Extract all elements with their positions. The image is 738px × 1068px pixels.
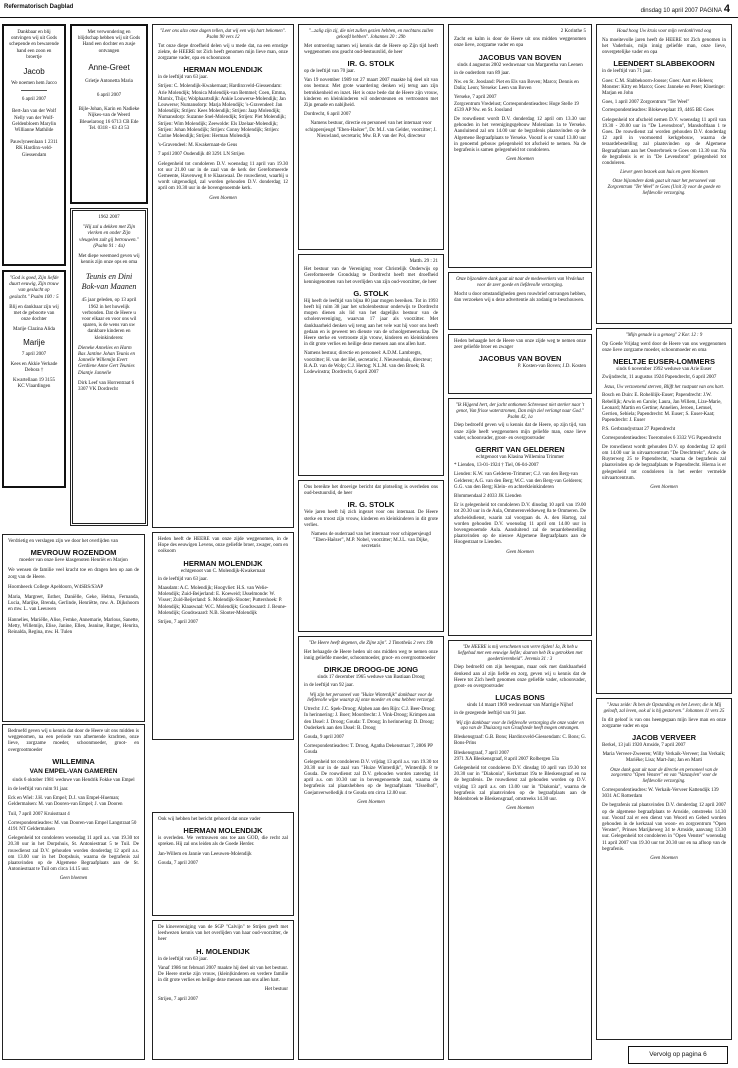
family-names: Bijle-Johan, Karin en Nadieke Nijkes-van de Weerd Bleuelaroog 16 6713 CB Ede Tel. 0318 - 63 43 53 [78, 107, 140, 131]
notice-intro: Blij en dankbaar zijn wij met de geboorte van onze dochter [9, 304, 59, 323]
correspondence-address: Correspondentieadres: M. van Dooren-van Empel Langstraat 50 4191 NT Geldermalsen [8, 820, 137, 833]
notice-footer: Geen bloemen [59, 876, 88, 882]
birth-date: 7 april 2007 [21, 351, 47, 357]
couple-address: Dirk Leef van Horrentraat 6 3307 VK Dordrecht [78, 380, 135, 393]
notice-slabbekoorn [596, 24, 732, 324]
notice-footer: Geen bloemen [357, 799, 385, 805]
family-list: Lienden: K.W. van Gelderen-Trimmer; C.J. van den Berg-van Gelderen; A.G. van den Berg; W.C. van den Berg-van Gelderen; G.G. van den Berg; Klein- en achterkleinkinderen [454, 472, 583, 490]
family-address: P.S. Gerbrandystraat 27 Papendrecht [602, 427, 676, 433]
family-list: Maasdam: A.C. Molendijk; Hoogvliet: H.S. van Welie-Molendijk; Zuid-Beijerland: E. Koeweid; IJsselmonde: W. Visser; Zuid-Beijerland: S. Molendijk-Slooter; Puttershoek: P. Molendijk; Klaaswaal: W.C. Molendijk; Goudswaard: J. Beune-Molendijk; Goudswaard: N.B. Slooter-Molendijk [158, 586, 287, 616]
deceased-name: LEENDERT SLABBEKOORN [613, 59, 715, 69]
deceased-age: in de leeftijd van ruim 91 jaar. [8, 787, 69, 793]
thanks-note: Wij zijn het personeel van "Huize Winterdijk" dankbaar voor de liefdevolle wijze waarop zij onze moeder en oma hebben verzorgd. [307, 692, 435, 704]
notice-quote: "De HEERE is mij verschenen van verre tijden! Ja, Ik heb u liefgehad met een eeuwige liefde; daarom heb Ik u getrokken met goedertierenheid". Jeremia 31 : 3 [457, 645, 583, 662]
anniversary-years: 1962 2007 [98, 215, 120, 220]
deceased-name: JACOB VERVEER [631, 733, 697, 742]
notice-intro: Verdrietig en verslagen zijn we door het overlijden van [8, 539, 118, 544]
deceased-age: in de leeftijd van 92 jaar. [304, 683, 354, 689]
deceased-name: JACOBUS VAN BOVEN [478, 52, 562, 62]
thanks-note: Onze dank gaat uit naar de directie en personeel van de zorgcentra "Open Venster" en van "Vanzaylen" voor de liefdevolle verzorging. [610, 767, 718, 785]
notice-quote: "Mijn genade is u genoeg" 2 Kor. 12 : 9 [625, 333, 703, 338]
place-date: Gouda, 9 april 2007 [304, 735, 344, 741]
service-details: Gelegenheid tot condoleren D.V. dinsdag 10 april van 19.30 tot 20.30 uur in "Diakonia", Kerkstraat 19a te Bleskensgraaf en na de begrafenis. De rouwdienst zal gehouden worden op D.V. vrijdag 13 april a.s. om 13.00 uur in "Diakonia", waarna de begrafenis zal plaatsvinden op de begraafplaats aan de Molenbroek te Bleskensgraaf, omstreeks 14.30 uur. [454, 766, 586, 803]
family-names: Bert-Jan van der Wolf Nelly van der Wolf-Geldenbloem Marylin Willianne Mathilde [11, 109, 57, 134]
deceased-name: WILLEMINA [52, 756, 95, 766]
family-list: Goes: C.M. Slabbekoorn-Joosse; Goes: Aart en Heleen; Monster: Kitty en Marco; Goes: Janneke en Peter; Kloetinge: Marjan en John [602, 78, 725, 97]
deceased-sub: moeder van onze lieve klasgenoten Henriët en Marjon [19, 558, 128, 564]
notice-text: Van 19 november 1989 tot 27 maart 2007 maakte hij deel uit van ons bestuur. Met grote waardering denken wij terug aan zijn betrokkenheid en inzet. Het is onze bede dat de Heere zijn vrouw, kinderen en kleinkinderen wil ondersteunen en vertroosten met Zijn genade en nabijheid. [304, 78, 438, 109]
birth-death-dates: Zwijndrecht, 11 augustus 1924 Papendrecht, 6 april 2007 [602, 375, 717, 381]
service-details: Gelegenheid tot condoleren woensdag 11 april a.s. van 19.30 tot 20.30 uur in het Dorpshuis, St. Antoniestraat 5 te Tuil. De rouwdienst zal D.V. gehouden worden donderdag 12 april a.s. om 13.00 uur in het Dorpshuis, waarna de begrafenis zal plaatsvinden op de Algemene Begraafplaats aan de St. Antoniestraat te Tuil om circa 14.15 uur. [8, 836, 139, 873]
place-date: Bleskensgraaf, 7 april 2007 [454, 750, 509, 756]
deceased-age: in de ouderdom van 89 jaar. [454, 70, 510, 76]
notice-text: Vanaf 1986 tot februari 2007 maakte hij deel uit van het bestuur. De Heere sterke zijn vrouw, (klein)kinderen en verdere familie in dit grote verlies en heilige deze mensen aan ons allen hart. [158, 965, 288, 984]
notice-ref: 2 Korinthe 5 [560, 29, 586, 34]
notice-molendijk-family [152, 24, 294, 528]
deceased-age: in de leeftijd van 71 jaar. [602, 69, 652, 75]
thanks-note: Onze bijzondere dank gaat uit naar het personeel van Zorgcentrum "Ter Weel" te Goes (Unit 3) voor de goede en liefdevolle verzorging. [607, 179, 721, 196]
page-header [0, 0, 738, 20]
notice-intro: De kinevereniging van de SGP "Calvijn" te Strijen geeft met leedwezen kennis van het overlijden van haar oud-voorzitter, de heer [158, 925, 288, 943]
notice-intro: Heden behaagde het de Heere van onze zijde weg te nemen onze zeer geliefde broer en zwager [454, 339, 586, 351]
child-name: Marije [23, 337, 45, 347]
notice-lucas-bons [448, 640, 592, 1060]
deceased-sub: echtgenoot van Klasina Willemina Trimmer [476, 455, 564, 460]
notice-stolk-internaat [298, 24, 444, 250]
notice-intro: Op Goede Vrijdag werd door de Heere van ons weggenomen onze lieve zorgzame moeder, schoonmoeder en oma [602, 341, 726, 353]
deceased-name: GERRIT VAN GELDEREN [475, 445, 565, 454]
service-details: De begrafenis zal plaatsvinden D.V. donderdag 12 april 2007 op de algemene begraafplaats te Arnside, omstreeks 14.30 uur. Vooraf zal er een dienst van Woord en Gebed worden gehouden in de kerkzaal van woon- en zorgcentrum "Open Venster", Prinses Marijkeweg 34 te Arnside, aanvang 13.30 uur. Gelegenheid tot condoleren in "Open Venster" woensdag 11 april 2007 van 19.30 uur tot 20.30 uur en na afloop van de begrafenis. [602, 803, 726, 852]
place-date: Dordrecht, 6 april 2007 [304, 112, 351, 118]
notice-quote: "Hij zal u dekken met Zijn vlerken en onder Zijn vleugelen zult gij betrouwen." (Psalm 91 : 4a) [79, 225, 139, 249]
deceased-name: MEVROUW ROZENDOM [30, 548, 117, 558]
notice-van-boven-thanks [448, 272, 592, 330]
family-list: Strijen: C. Molendijk-Kwakernaat; Hardinxveld-Giessendam: Arie Molendijk; Monica Molendijk-van Bemmel; Coen, Emma, Marnix, Thijs; Wolphaartsdijk: Ankie Louwerse-Molendijk; Jan Louwerse; Numansdorp: Marja Molendijk; 's-Gravendeel: Jan Molendijk; Strijen: Kees Molendijk; Strijen: Jaap Molendijk; Numansdorp: Suzanne Snel-Molendijk; Strijen: Piet Molendijk; Strijen: Wim Molendijk; Zeewolde: Els IJzelaar-Molendijk; Strijen: Johan Molendijk; Strijen: Conny Molendijk; Strijen: Carine Molendijk; Strijen: Herman Molendijk [158, 84, 287, 140]
notice-text: We wensen de familie veel kracht toe en dragen hen op aan de zorg van de Heere. [8, 568, 139, 580]
birth-notice-marije [2, 270, 66, 488]
notice-quote: "De Heere heeft degenen, die Zijne zijn". 2 Timotheüs 2 vers 19b [308, 641, 434, 646]
place-date: Tuil, 7 april 2007 Kruisstraat 4 [8, 811, 70, 817]
notice-intro: Met ontroering namen wij kennis dat de Heere op Zijn tijd heeft weggenomen ons geacht oud-bestuurslid, de heer [304, 43, 438, 55]
notice-intro: Dankbaar en blij ontvingen wij uit Gods schepende en bewarende hand een zoon en broertje [9, 30, 59, 60]
birth-date: 6 april 2007 [96, 93, 122, 99]
deceased-sub: sinds 6 oktober 1981 weduwe van Hendrik Fokke van Empel [12, 777, 135, 783]
page-label: PAGINA [699, 8, 722, 14]
birth-notice-annegreet [70, 24, 148, 204]
notice-willemina [2, 724, 145, 1060]
signatories: Het bestuur [264, 987, 288, 993]
notice-quote: "God is goed, Zijn liefde duurt eeuwig, Zijn trouw van geslacht op geslacht." Psalm 100 : 5 [9, 276, 59, 300]
notice-intro: Ook wij hebben het bericht gehoord dat onze vader [158, 817, 261, 822]
correspondence-address: Correspondentieadres: Toeromoles 6 3332 VG Papendrecht [602, 435, 722, 441]
signatories: Namens de ouderraad van het internaat voor schippersjeugd "Eben-Haëzer", M.P. Nobel, voorzitter; M.J.L. van Dijke, secretaris [311, 532, 431, 550]
family-address: 2971 XA Bleskensgraaf, 8 april 2007 Rolbergen 53a [454, 756, 559, 762]
deceased-name: DIRKJE DROOG-DE JONG [323, 665, 419, 675]
service-details: De rouwdienst wordt gehouden D.V. op donderdag 12 april om 14.00 uur in uitvaartcentrum "De Drechttrekt", Antw. de Ruyterweg 25 te Papendrecht, waarna de begrafenis zal plaatsvinden op de begraafplaats te Papendrecht. Hierna is er gelegenheid tot condoleren in het eerder vermelde uitvaartcentrum. [602, 444, 726, 481]
service-details: De rouwdienst wordt D.V. donderdag 12 april om 13.30 uur gehouden in het verenigingsgebouw Molenlaan 1a te Yerseke. Aansluitend zal om 14.00 uur de begrafenis plaatsvinden op de Algemene Begraafplaats te Yerseke. Vooraf is er vanaf 13.00 uur in genoemd gebouw gelegenheid tot afscheid te nemen. Na de begrafenis is samen gelegenheid tot condoleren. [454, 117, 586, 154]
deceased-name: HERMAN MOLENDIJK [183, 826, 263, 836]
deceased-age: in de leeftijd van 63 jaar. [158, 576, 208, 582]
thanks-note: Onze bijzondere dank gaat uit naar de medewerkers van Vredeluut voor de zeer goede en liefdevolle verzorging. [456, 277, 584, 288]
deceased-name: IR. G. STOLK [347, 500, 395, 510]
header-rule [0, 17, 738, 18]
notice-intro: Na moeitevolle jaren heeft de HEERE tot Zich genomen in het Vaderhuis, mijn innig geliefde man, onze lieve, onvergetelijke vader en opa [602, 37, 726, 56]
notice-quote: "Jezus zeide: Ik ben de Opstanding en het Leven; die in Mij gelooft, zal leven, ook al is hij gestorven." Johannes 11 vers 25 [603, 703, 725, 714]
notice-quote: "Leer ons alzo onze dagen tellen, dat wij een wijs hart bekomen". Psalm 90 vers 12 [160, 29, 286, 40]
parents: Kees en Akkie Verkade Debora † [10, 361, 58, 374]
notice-molendijk-siblings [152, 532, 294, 740]
notice-text: Hij heeft de leeftijd van bijna 80 jaar mogen bereiken. Tot in 1993 heeft hij ruim 38 jaar het scholenbestuur onderwijs te Dordrecht mogen dienen als lid van het dagelijks bestuur van de scholenvereniging, waarvan 17 jaar als voorzitter. Met dankbaarheid denken wij terug aan het vele wat hij voor ons heeft gedaan en is geweest ten dienste van de schoolgemeenschap. De Heere sterke en vertrooste zijn vrouw, kinderen en kleinkinderen in dit grote verlies en heilige deze mensen aan ons allen hart. [304, 298, 438, 348]
issue-date: dinsdag 10 april 2007 [640, 8, 698, 14]
signatories-1: Maria, Margreet, Esther, Daniëlle, Geke, Helma, Fernanda, Lucia, Marijke, Brenda, Gerlinde, Henriëtte, mw. A. Dijkshoorn en mw. L. van Leeuwen [8, 595, 139, 613]
notice-intro: Tot onze diepe droefheid delen wij u mede dat, na een ernstige ziekte, de HEERE tot Zich heeft genomen mijn lieve man, onze zorgzame vader, opa en schoonzoon [158, 43, 288, 61]
deceased-name: IR. G. STOLK [347, 59, 395, 68]
signatories: P. Kosten-van Boven; J.D. Kosten [517, 364, 586, 370]
place-date: Yerseke, 7 april 2007 [454, 95, 497, 101]
notice-footer: Geen bloemen [209, 195, 237, 201]
signatories: Namens bestuur, directie en personeel: A.D.M. Lambregts, voorzitter; H. van der Hel, secretaris; J. Nieuwenhuis, directeur; B.A.D. van de Wolp; C.J. Hertog; N.L.M. van den Broek; B. Lodewinstra; Dordrecht, 6 april 2007 [304, 351, 433, 376]
deceased-name: JACOBUS VAN BOVEN [478, 354, 562, 364]
deceased-sub: echtgenoot van C. Molendijk-Kwakernaat [180, 568, 266, 574]
notice-footer: Geen bloemen [506, 806, 534, 812]
children-list: Dieneke Annelies en Harm Bas Jantine Johan Teunis en Jannelie Willemijn Evert Gerdiene Anne Gert Teunies Diantje Jannelie [78, 345, 136, 376]
family-address: Blommendaal 2 4033 JK Lienden [454, 494, 522, 500]
named-line: We noemen hem Jacco [11, 81, 57, 87]
family-address: Kwartellaan 19 3155 KC Vlaardingen [13, 378, 55, 390]
notice-intro: Diep bedroefd om zijn heengaan, maar ook met dankbaarheid denkend aan al zijn liefde en zorg, geven wij u kennis dat de Heere tot Zich heeft genomen onze geliefde vader, schoonvader, groot- en overgrootvader [454, 665, 586, 689]
deceased-age: in de leeftijd van 63 jaar. [158, 75, 208, 81]
notice-intro: Ons bereikte het droevige bericht dat plotseling is overleden ons oud-bestuurslid, de heer [304, 485, 438, 497]
service-details: Gelegenheid tot afscheid nemen D.V. woensdag 11 april van 19.30 - 20.00 uur in "De Levensbron", Manshoftlaan 1 te Goes. De rouwdienst zal worden gehouden D.V. donderdag 12 april in voornoemd kerkgebouw, waarna de teraardebestelling zal plaatsvinden op de Algemene Begraafplaats aan het Oosterbroek te Goes om 13.30 uur. Na de begrafenis is er in "De Levensbron" gelegenheid tot condoleren. [602, 117, 726, 167]
deceased-age: op de leeftijd van 70 jaar. [304, 69, 355, 74]
service-details: Er is gelegenheid tot condoleren D.V. dinsdag 10 april van 19.00 tot 20.30 uur in de Aula, Ommerenveldseweg 8a te Ommeren. De afscheidsdienst, waarin zal voorgaan ds. A. den Hartog, zal worden gehouden D.V. woensdag 11 april om 14.00 uur in bovengenoemde Aula. Aansluitend zal de teraardebestelling plaatsvinden op de nieuwe Algemene Begraafplaats aan de Hoogestraat te Lienden. [454, 503, 586, 546]
signatories-2: Hannelies, Mariëlle, Alise, Femke, Annemarie, Marlous, Sanette, Metty, Willemijn, Elise, Janine, Ellen, Jeanine, Rutger, Henrita, Reinalda, Regina, mw. H. Tulen [8, 617, 139, 636]
child-fullname: Marije Clazina Alida [13, 327, 55, 333]
deceased-age: in de leeftijd van 63 jaar. [158, 956, 208, 962]
correspondence-address: Zorgcentrum Vredelust; Correspondentieadres: Hoge Stelle 19 4539 AP Nw. en St. Joosland [454, 101, 579, 113]
family-list: Bosch en Duin: E. Rohelilijk-Euser; Papendrecht: J.W. Rebellijk; Arwin en Carole; Laura, Jan Willem, Lize-Marie, Leonard; Martin en Gertine; Annelien, Jeroen, Lemuel, Gerrien, Sebiela; Papendrecht: M. Euser; S. Euser-Kaat; Papendrecht: J. Euser [602, 393, 722, 424]
family-list: Bleskensgraaf: G.B. Bons; Hardinxveld-Giessendam: C. Bons; G. Bons-Prins [454, 735, 586, 747]
deceased-name: HERMAN MOLENDIJK [183, 65, 263, 75]
notice-quote: "Ik Hijgend hert, der jacht ontkomen Schreeuwt niet sterker naar 't genot, Van frisse waterstromen, Dan mijn ziel verlangt naar God." Psalm 42, 1a [455, 403, 585, 420]
signatories: Namens bestuur, directie en personeel van het internaat voor schippersjeugd "Eben-Haëzer", Dr. M.J. van Gelder, voorzitter; J. Nieuwland, secretaris; Mw. B.P. van der Pol, directeur [305, 121, 437, 139]
notice-intro: Het behaagde de Heere heden uit ons midden weg te nemen onze innig geliefde moeder, schoonmoeder, groot- en overgrootmoeder [304, 649, 438, 661]
notice-intro: Het bestuur van de Vereniging voor Christelijk Onderwijs op Gereformeerde Grondslag te Dordrecht heeft met droefheid kennisgenomen van het overlijden van zijn oud-voorzitter, de heer [304, 267, 438, 285]
place-date: Strijen, 7 april 2007 [158, 996, 198, 1002]
family-address: Pauwlyneenlaan 1 2311 RK Hardinx-veld-Giessendam [10, 140, 58, 158]
notice-footer: Geen bloemen [506, 157, 534, 163]
notice-text: is overleden. We vertrouwen ons toe aan GOD, die recht zal spreken. Hij zal ons leiden als de Goede Herder. [158, 836, 288, 848]
publication-name: Refermatorisch Dagblad [4, 4, 74, 10]
birth-notice-jacob [2, 24, 66, 266]
notice-quote: Houd hoog Uw kruis voor mijn verdonk'rend oog [616, 29, 712, 34]
couple-name: Teunis en Dini Bok-van Maanen [81, 272, 137, 292]
place-date: Goes, 1 april 2007 Zorgcentrum "Ter Weel" [602, 100, 690, 106]
service-details: Gelegenheid tot condoleren D.V. vrijdag 13 april a.s. van 19.30 tot 20.30 uur in de zaal van "Huize Winterdijk", Winterdijk 8 te Gouda. De rouwdienst zal D.V. gehouden worden zaterdag 14 april a.s. om 10.30 uur in bovengenoemde zaal, waarna de begrafenis zal plaatshebben op de begraafplaats "IJsselhof", Goejanverwelledijk 4 te Gouda om circa 12.00 uur. [304, 759, 438, 796]
deceased-name: H. MOLENDIJK [196, 946, 250, 956]
notice-van-boven-siblings [448, 334, 592, 394]
notice-footer: Geen bloemen [650, 856, 678, 862]
deceased-sub: sinds 14 maart 1969 weduwnaar van Marrigje Nijhof [466, 703, 574, 709]
birth-death-dates: Berkel, 13 juli 1920 Arnside, 7 april 2007 [602, 743, 686, 748]
place-date: 7 april 2007 Oudendijk 48 3291 LN Strijen [158, 152, 245, 158]
correspondence-address: Correspondentieadres: W. Verkaik-Verveer Kattendijk 139 3031 AC Rotterdam [602, 788, 719, 800]
continued-on-page-link[interactable]: Vervolg op pagina 6 [628, 1046, 728, 1064]
page-number: 4 [723, 3, 730, 15]
child-fullname: Grietje Antonetta Maria [85, 78, 133, 84]
no-visit-note: Liever geen bezoek aan huis en geen bloemen [620, 170, 708, 176]
birth-date: 6 april 2007 [21, 97, 47, 103]
deceased-name: G. STOLK [353, 288, 389, 298]
notice-droog [298, 636, 444, 1060]
notice-molendijk-sgp [152, 920, 294, 1060]
child-name: Anne-Greet [88, 62, 130, 72]
notice-verveer [596, 698, 732, 1040]
notice-text: Mocht u door omstandigheden geen rouwbrief ontvangen hebben, dan verzoeken wij u deze advertentie als zodanig te beschouwen. [454, 291, 586, 303]
notice-intro: Met verwondering en blijdschap hebben wij uit Gods Hand een dochter en zusje ontvangen [77, 30, 141, 54]
family-list: Eck en Wiel: J.H. van Empel; D.J. van Empel-Hueman; Geldermalsen: M. van Dooren-van Empel; J. van Dooren [8, 796, 123, 808]
hymn-quote: Jezus, Uw verzoenend sterven, Blijft het rustpunt van ons hart. [603, 384, 725, 390]
correspondence-address: Correspondentieadres: T. Droog, Agatha Dekenstraat 7, 2806 PP Gouda [304, 744, 433, 756]
service-details: Gelegenheid tot condoleren D.V. woensdag 11 april van 19.30 tot uur 21.00 uur in de zaal van de kerk der Gereformeerde Gemeente, Havenweg 8 te Klaaswaal. De rouwdienst, waarbij u wordt uitgenodigd, zal worden gehouden D.V. donderdag 12 april om 10.30 uur in de bovengenoemde kerk. [158, 161, 288, 192]
deceased-surname: VAN EMPEL-VAN GAMEREN [29, 767, 118, 775]
notice-intro: Zacht en kalm is door de Heere uit ons midden weggenomen onze lieve, zorgzame vader en opa [454, 37, 586, 49]
notice-van-boven [448, 24, 592, 268]
notice-intro: Met diepe weemoed geven wij kennis zijn onze ops en oma [78, 254, 140, 266]
family-place: 's-Gravendeel: M. Kwakernaat-de Geus [158, 143, 238, 149]
notice-stolk-school [298, 254, 444, 476]
notice-intro: Heden heeft de HEERE van onze zijde weggenomen, in de Hope des eeuwigen Levens, onze geliefde broer, zwager, oom en ooikoom [158, 537, 288, 555]
deceased-sub: sinds 6 november 1992 weduwe van Arie Euser [616, 367, 712, 373]
notice-footer: Geen bloemen [506, 549, 534, 555]
anniversary-text: 45 jaar geleden, op 13 april 1962 in het huwelijk verbonden. Dat de Heere u voor elkaar en voor ons wil sparen, is de wens van uw dankbare kinderen en kleinkinderen: [81, 298, 137, 341]
family-list: Utrecht: J.C. Spek-Droog; Alphen aan den Rijn: C.J. Beer-Droog; In herinnering: J. Boer; Moordrecht: J. Vink-Droog; Krimpen aan den IJssel: J. Droog; Gouda: T. Droog; In herinnering: D. Droog; Ouderkerk aan den IJssel: B. Droog [304, 707, 436, 731]
divider [21, 90, 47, 91]
notice-van-gelderen [448, 398, 592, 636]
page-info [641, 3, 730, 15]
notice-intro: Diep bedroefd geven wij u kennis dat de Heere, op zijn tijd, van onze zijde heeft weggenomen mijn geliefde man, onze lieve vader, schoonvader, groot- en overgrootvader [454, 423, 586, 441]
anniversary-teunis-dini [70, 208, 148, 526]
family-list: Maria Verveer-Zweeren; Willy Verkaik-Verveer; Jan Verkaik; Mariëke; Lisa; Mart-Jan; Jan en Marti [602, 752, 726, 764]
deceased-name: HERMAN MOLENDIJK [183, 558, 263, 568]
notice-molendijk-children [152, 812, 294, 916]
notice-quote: "...zalig zijn zij, die niet zullen gezien hebben, en nochtans zullen geloofd hebben". Johannes 20 : 29b [308, 29, 434, 40]
notice-stolk-ouderraad [298, 480, 444, 632]
deceased-name: NEELTJE EUSER-LOMMERS [613, 357, 715, 367]
signatories: Jan-Willem en Jannie van Leeuwen-Molendijk [158, 851, 252, 857]
deceased-name: LUCAS BONS [495, 693, 545, 703]
deceased-sub: sinds 4 augustus 2002 weduwnaar van Margaretha van Leenen [457, 62, 583, 68]
notice-text: Vele jaren heeft hij zich ingezet voor ons internaat. De Heere sterke en troost zijn vrouw, kinderen en kleinkinderen in dit grote verlies. [304, 510, 438, 528]
deceased-age: in de gezegende leeftijd van 91 jaar. [454, 711, 527, 717]
deceased-sub: sinds 17 december 1965 weduwe van Bastiaan Droog [317, 675, 425, 681]
notice-intro: In dit geloof is van ons heengegaan mijn lieve man en onze zorgzame vader en opa [602, 717, 726, 729]
correspondence-address: Correspondentieadres: Blokeweplaat 19, 4465 BE Goes [602, 108, 714, 114]
notice-footer: Geen bloemen [650, 485, 678, 491]
family-list: Nw. en St. Joosland: Piet en Els van Boven; Marco; Dennis en Dalia; Leon; Yerseke: Leen van Boven [454, 80, 579, 92]
school-name: Hoornbeeck College Apeldoorn, W4SBS/S3AP [8, 584, 104, 590]
birth-death-dates: * Lienden, 13-01-1924 † Tiel, 06-04-2007 [454, 463, 539, 469]
notice-rozendom [2, 534, 145, 722]
notice-euser-lommers [596, 328, 732, 694]
place-date: Gouda, 7 april 2007 [158, 860, 198, 866]
notice-intro: Bedroefd geven wij u kennis dat door de Heere uit ons midden is weggenomen, na een periode van afnemende krachten, onze lieve, zorgzame moeder, schoonmoeder, groot- en overgrootmoeder [8, 729, 139, 753]
thanks-note: Wij zijn dankbaar voor de liefdevolle verzorging die onze vader en opa van de Thuiszorg van Graafstede heeft mogen ontvangen. [456, 720, 584, 732]
child-name: Jacob [23, 67, 45, 77]
notice-ref: Matth. 29 : 21 [409, 259, 438, 264]
place-date: Strijen, 7 april 2007 [158, 620, 198, 626]
